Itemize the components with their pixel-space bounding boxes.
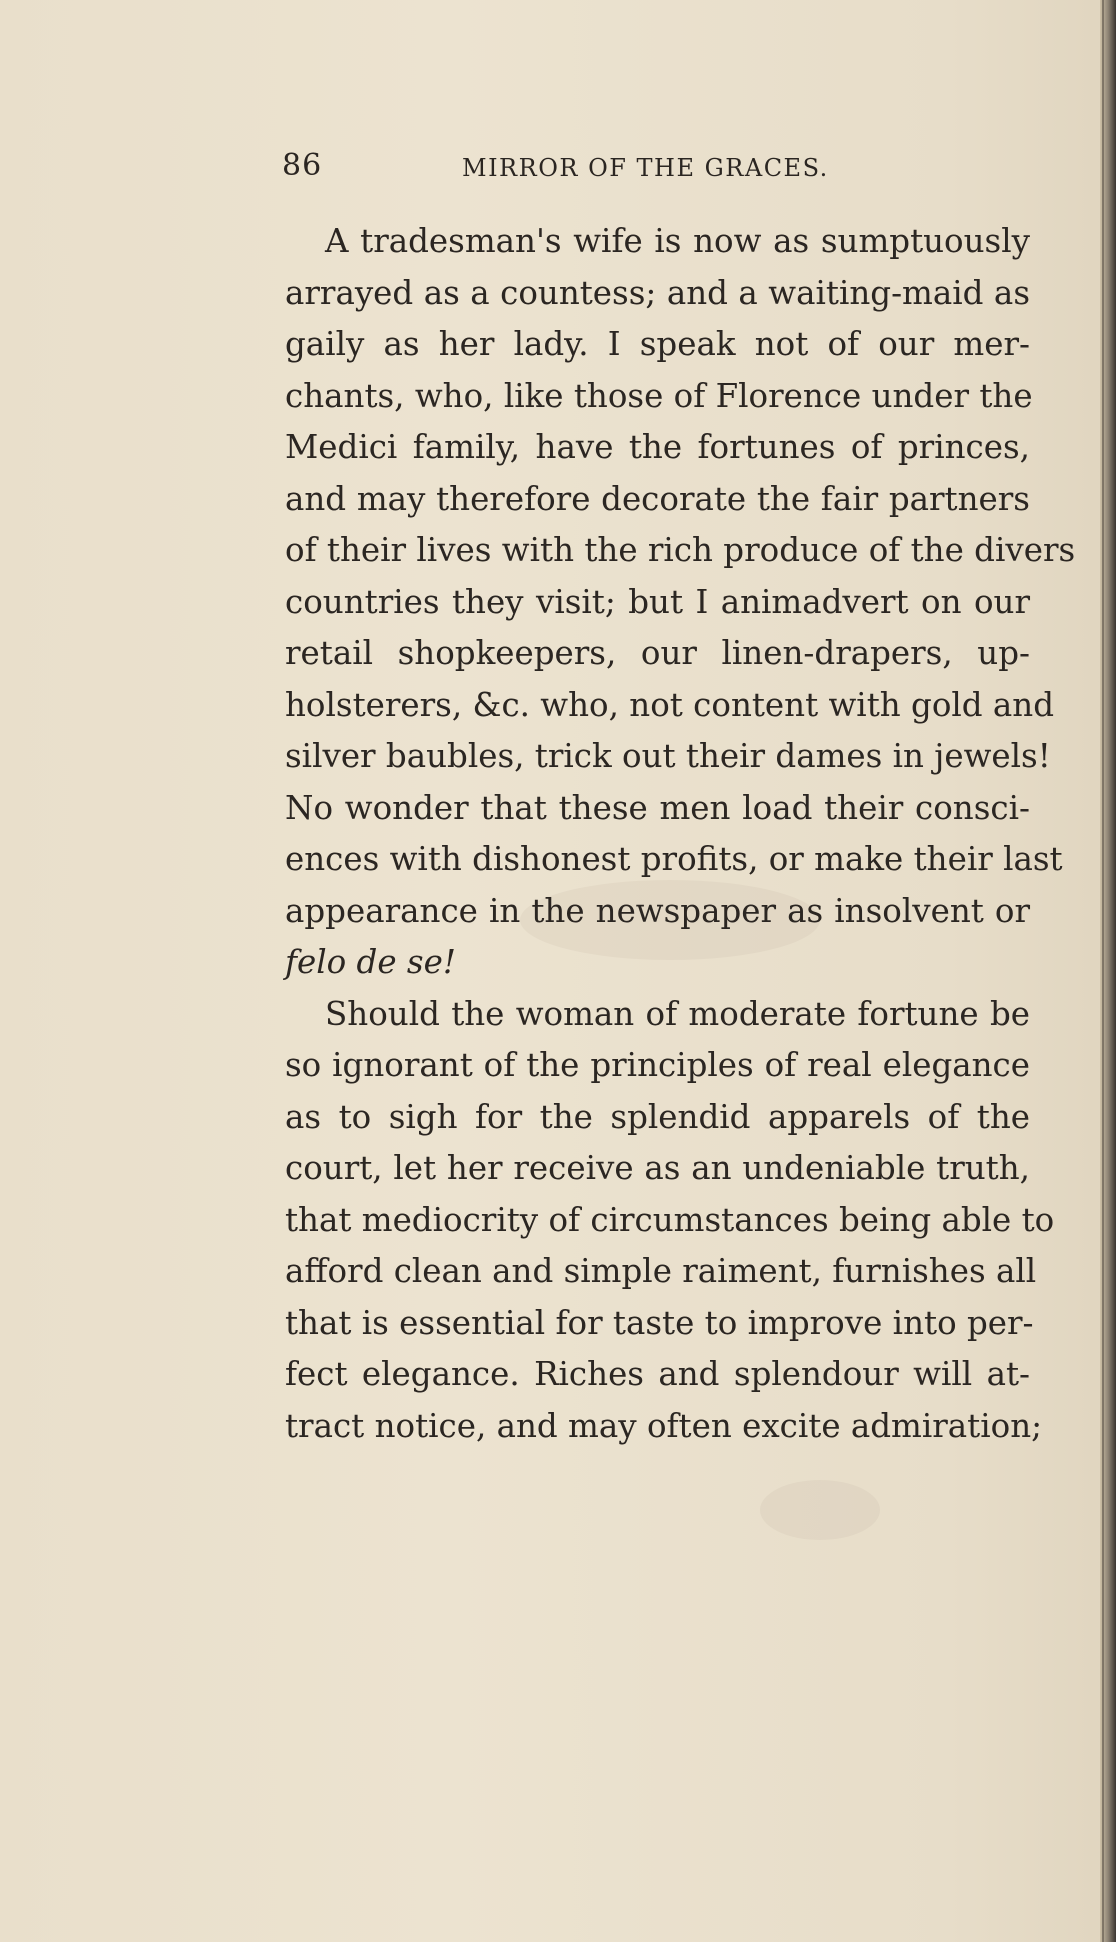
paragraph-1: [285, 216, 1076, 989]
paragraph-2: [285, 989, 1055, 1453]
text-line: and may therefore decorate the fair partners: [285, 479, 1030, 518]
text-line: Medici family, have the fortunes of princes,: [285, 428, 1030, 466]
text-line: silver baubles, trick out their dames in jewels!: [285, 737, 1051, 775]
text-line: retail shopkeepers, our linen-drapers, up-: [285, 634, 1030, 672]
paper-stain: [760, 1480, 880, 1540]
running-title: MIRROR OF THE GRACES.: [462, 154, 829, 182]
text-line: as to sigh for the splendid apparels of the: [285, 1097, 1030, 1136]
text-line: countries they visit; but I animadvert on our: [285, 582, 1030, 621]
text-line: Should the woman of moderate fortune be: [325, 994, 1030, 1033]
text-line: court, let her receive as an undeniable truth,: [285, 1149, 1030, 1187]
text-line: that is essential for taste to improve into per-: [285, 1303, 1034, 1342]
book-spine-edge: [1100, 0, 1116, 1942]
text-line: No wonder that these men load their consci-: [285, 788, 1030, 827]
body-text: [285, 216, 1076, 1452]
text-line: gaily as her lady. I speak not of our mer-: [285, 325, 1030, 363]
text-line-italic: felo de se!: [285, 943, 456, 981]
text-line: arrayed as a countess; and a waiting-maid as: [285, 273, 1030, 312]
text-line: of their lives with the rich produce of the divers: [285, 531, 1076, 569]
text-line: so ignorant of the principles of real elegance: [285, 1046, 1030, 1084]
text-line: chants, who, like those of Florence under the: [285, 376, 1033, 415]
text-line: tract notice, and may often excite admiration;: [285, 1406, 1043, 1445]
text-line: afford clean and simple raiment, furnishes all: [285, 1252, 1037, 1290]
text-line: fect elegance. Riches and splendour will at-: [285, 1355, 1030, 1393]
text-line: ences with dishonest profits, or make their last: [285, 840, 1063, 878]
text-line: appearance in the newspaper as insolvent or: [285, 891, 1030, 930]
running-head: [282, 148, 842, 188]
page-number: 86: [282, 148, 323, 183]
text-line: A tradesman's wife is now as sumptuously: [325, 222, 1030, 260]
text-line: that mediocrity of circumstances being able to: [285, 1200, 1055, 1239]
text-line: holsterers, &c. who, not content with gold and: [285, 685, 1055, 724]
